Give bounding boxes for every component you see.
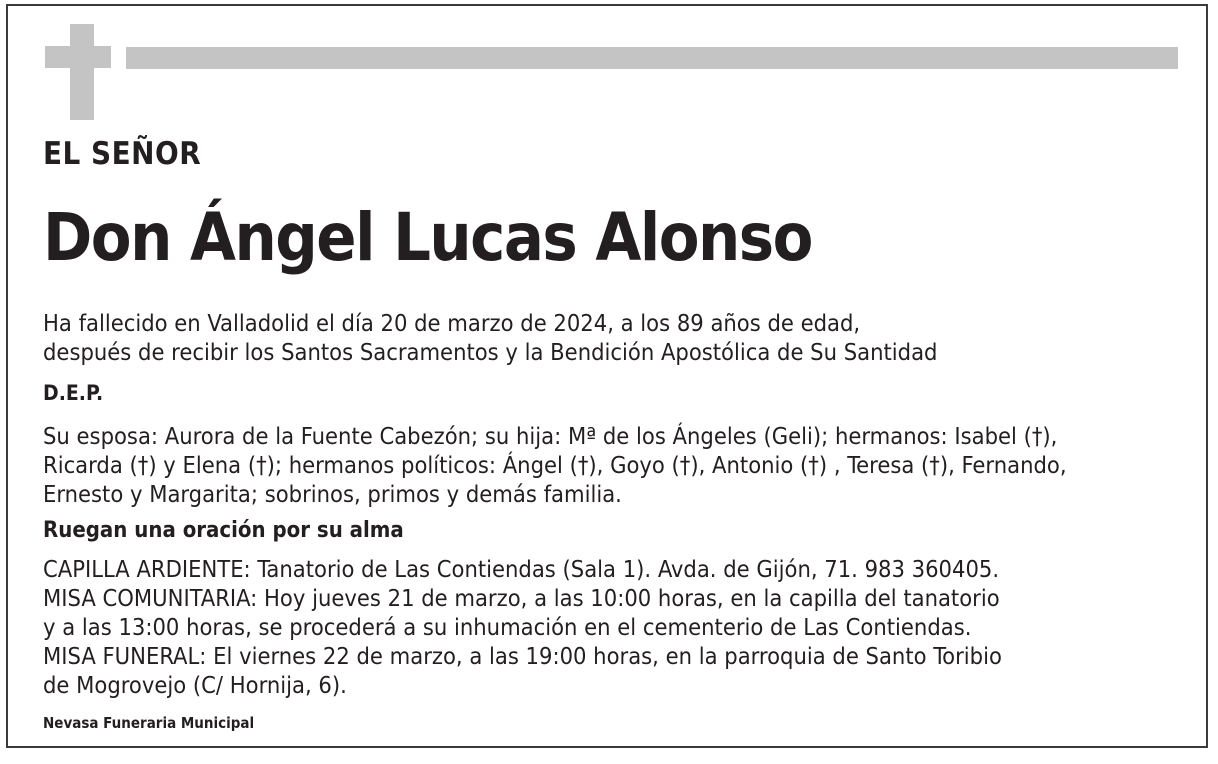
cross-icon <box>70 24 94 120</box>
family-line: Ernesto y Margarita; sobrinos, primos y demás familia. <box>43 480 622 508</box>
details-line: y a las 13:00 horas, se procederá a su inhumación en el cementerio de Las Contiendas. <box>43 613 972 641</box>
details-line: de Mogrovejo (C/ Hornija, 6). <box>43 671 347 699</box>
prayer-text: Ruegan una oración por su alma <box>43 518 404 543</box>
family-text <box>43 422 1067 509</box>
details-line: CAPILLA ARDIENTE: Tanatorio de Las Contiendas (Sala 1). Avda. de Gijón, 71. 983 360405. <box>43 555 1000 583</box>
dep-label: D.E.P. <box>43 381 104 405</box>
intro-text <box>43 309 937 367</box>
cross-icon-arm <box>45 46 111 68</box>
deceased-name: Don Ángel Lucas Alonso <box>43 199 812 276</box>
details-line: MISA COMUNITARIA: Hoy jueves 21 de marzo, a las 10:00 horas, en la capilla del tanatorio <box>43 584 1000 612</box>
family-line: Ricarda (†) y Elena (†); hermanos políticos: Ángel (†), Goyo (†), Antonio (†) , Teresa (†), Fernando, <box>43 451 1067 479</box>
title-label: EL SEÑOR <box>43 136 202 172</box>
family-line: Su esposa: Aurora de la Fuente Cabezón; su hija: Mª de los Ángeles (Geli); hermanos: Isabel (†), <box>43 422 1058 450</box>
intro-line: después de recibir los Santos Sacramentos y la Bendición Apostólica de Su Santidad <box>43 338 938 366</box>
header-bar <box>126 47 1178 69</box>
details-text <box>43 555 1002 700</box>
intro-line: Ha fallecido en Valladolid el día 20 de marzo de 2024, a los 89 años de edad, <box>43 309 861 337</box>
funeral-home: Nevasa Funeraria Municipal <box>43 714 255 732</box>
details-line: MISA FUNERAL: El viernes 22 de marzo, a las 19:00 horas, en la parroquia de Santo Toribio <box>43 642 1002 670</box>
